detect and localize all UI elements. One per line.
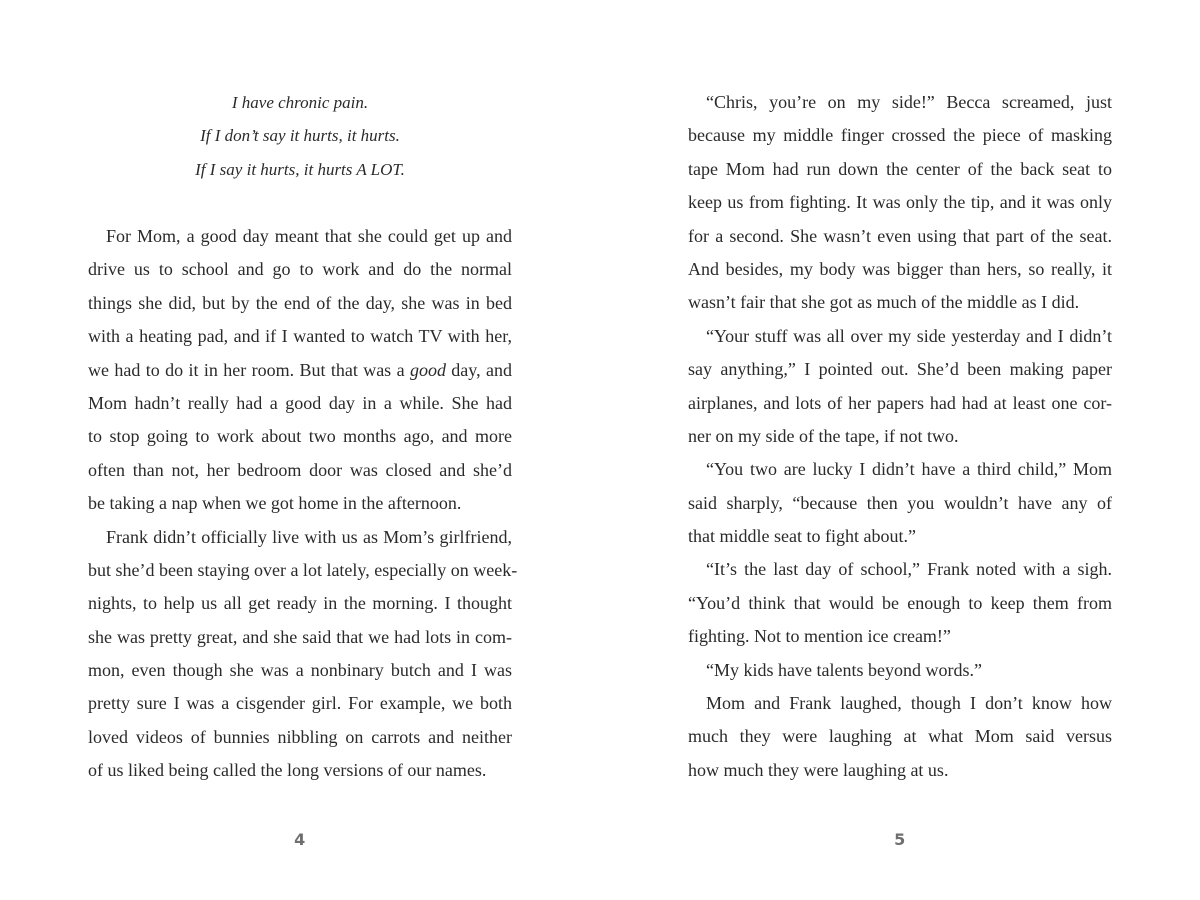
page-number: 5 (894, 830, 906, 849)
text-line: of us liked being called the long versions of our names. (88, 760, 487, 781)
text-line: for a second. She wasn’t even using that part of the seat. (688, 225, 1112, 246)
text-line: And besides, my body was bigger than hers, so really, it (688, 258, 1112, 279)
text-line-with-emphasis (88, 354, 512, 387)
text-line: how much they were laughing at us. (688, 759, 949, 780)
text-line: For Mom, a good day meant that she could get up and (106, 226, 512, 246)
text-line: much they were laughing at what Mom said versus (688, 726, 1112, 747)
text-run: we had to do it in her room. But that was a (88, 359, 410, 380)
text-line: be taking a nap when we got home in the afternoon. (88, 493, 462, 514)
text-line: fighting. Not to mention ice cream!” (688, 626, 951, 647)
text-line: say anything,” I pointed out. She’d been making paper (688, 359, 1112, 380)
text-line: “It’s the last day of school,” Frank noted with a sigh. (706, 559, 1112, 580)
text-line: to stop going to work about two months ago, and more (88, 426, 512, 447)
text-line: but she’d been staying over a lot lately, especially on week- (88, 559, 518, 580)
text-line: tape Mom had run down the center of the back seat to (688, 158, 1112, 179)
text-run: day, and (445, 359, 512, 380)
text-line: “You two are lucky I didn’t have a third child,” Mom (706, 459, 1112, 480)
text-line: pretty sure I was a cisgender girl. For example, we both (88, 693, 512, 714)
epigraph-line: If I say it hurts, it hurts A LOT. (195, 159, 405, 179)
text-line: “Chris, you’re on my side!” Becca screamed, just (706, 92, 1112, 112)
right-page (600, 0, 1200, 900)
text-line: airplanes, and lots of her papers had had at least one cor- (688, 392, 1112, 413)
text-line: mon, even though she was a nonbinary butch and I was (88, 660, 512, 681)
emphasis-word: good (409, 359, 446, 380)
text-line: Mom hadn’t really had a good day in a while. She had (88, 392, 512, 413)
epigraph-line: I have chronic pain. (231, 93, 369, 112)
text-line: ner on my side of the tape, if not two. (688, 425, 959, 446)
text-line: keep us from fighting. It was only the tip, and it was only (688, 192, 1112, 213)
text-line: Mom and Frank laughed, though I don’t know how (706, 693, 1112, 714)
page-number: 4 (294, 830, 306, 849)
right-body-text (688, 86, 1112, 787)
text-line: drive us to school and go to work and do the normal (88, 259, 512, 280)
text-line: with a heating pad, and if I wanted to watch TV with her, (88, 326, 512, 347)
text-line: often than not, her bedroom door was closed and she’d (88, 459, 512, 480)
text-line: “Your stuff was all over my side yesterday and I didn’t (706, 325, 1112, 346)
epigraph-line: If I don’t say it hurts, it hurts. (200, 126, 400, 146)
text-line: wasn’t fair that she got as much of the middle as I did. (688, 292, 1080, 313)
text-line: that middle seat to fight about.” (688, 526, 916, 547)
text-line: Frank didn’t officially live with us as Mom’s girlfriend, (106, 526, 512, 547)
text-line: nights, to help us all get ready in the morning. I thought (88, 593, 512, 614)
text-line: loved videos of bunnies nibbling on carrots and neither (88, 726, 512, 747)
epigraph (88, 86, 512, 186)
text-line: “You’d think that would be enough to keep them from (688, 592, 1112, 613)
text-line: said sharply, “because then you wouldn’t have any of (688, 492, 1112, 513)
left-body-text (88, 220, 518, 788)
text-line: “My kids have talents beyond words.” (706, 659, 982, 680)
text-line: because my middle finger crossed the piece of masking (688, 125, 1112, 146)
text-line: things she did, but by the end of the day, she was in bed (88, 292, 512, 313)
text-line: she was pretty great, and she said that we had lots in com- (88, 626, 512, 647)
